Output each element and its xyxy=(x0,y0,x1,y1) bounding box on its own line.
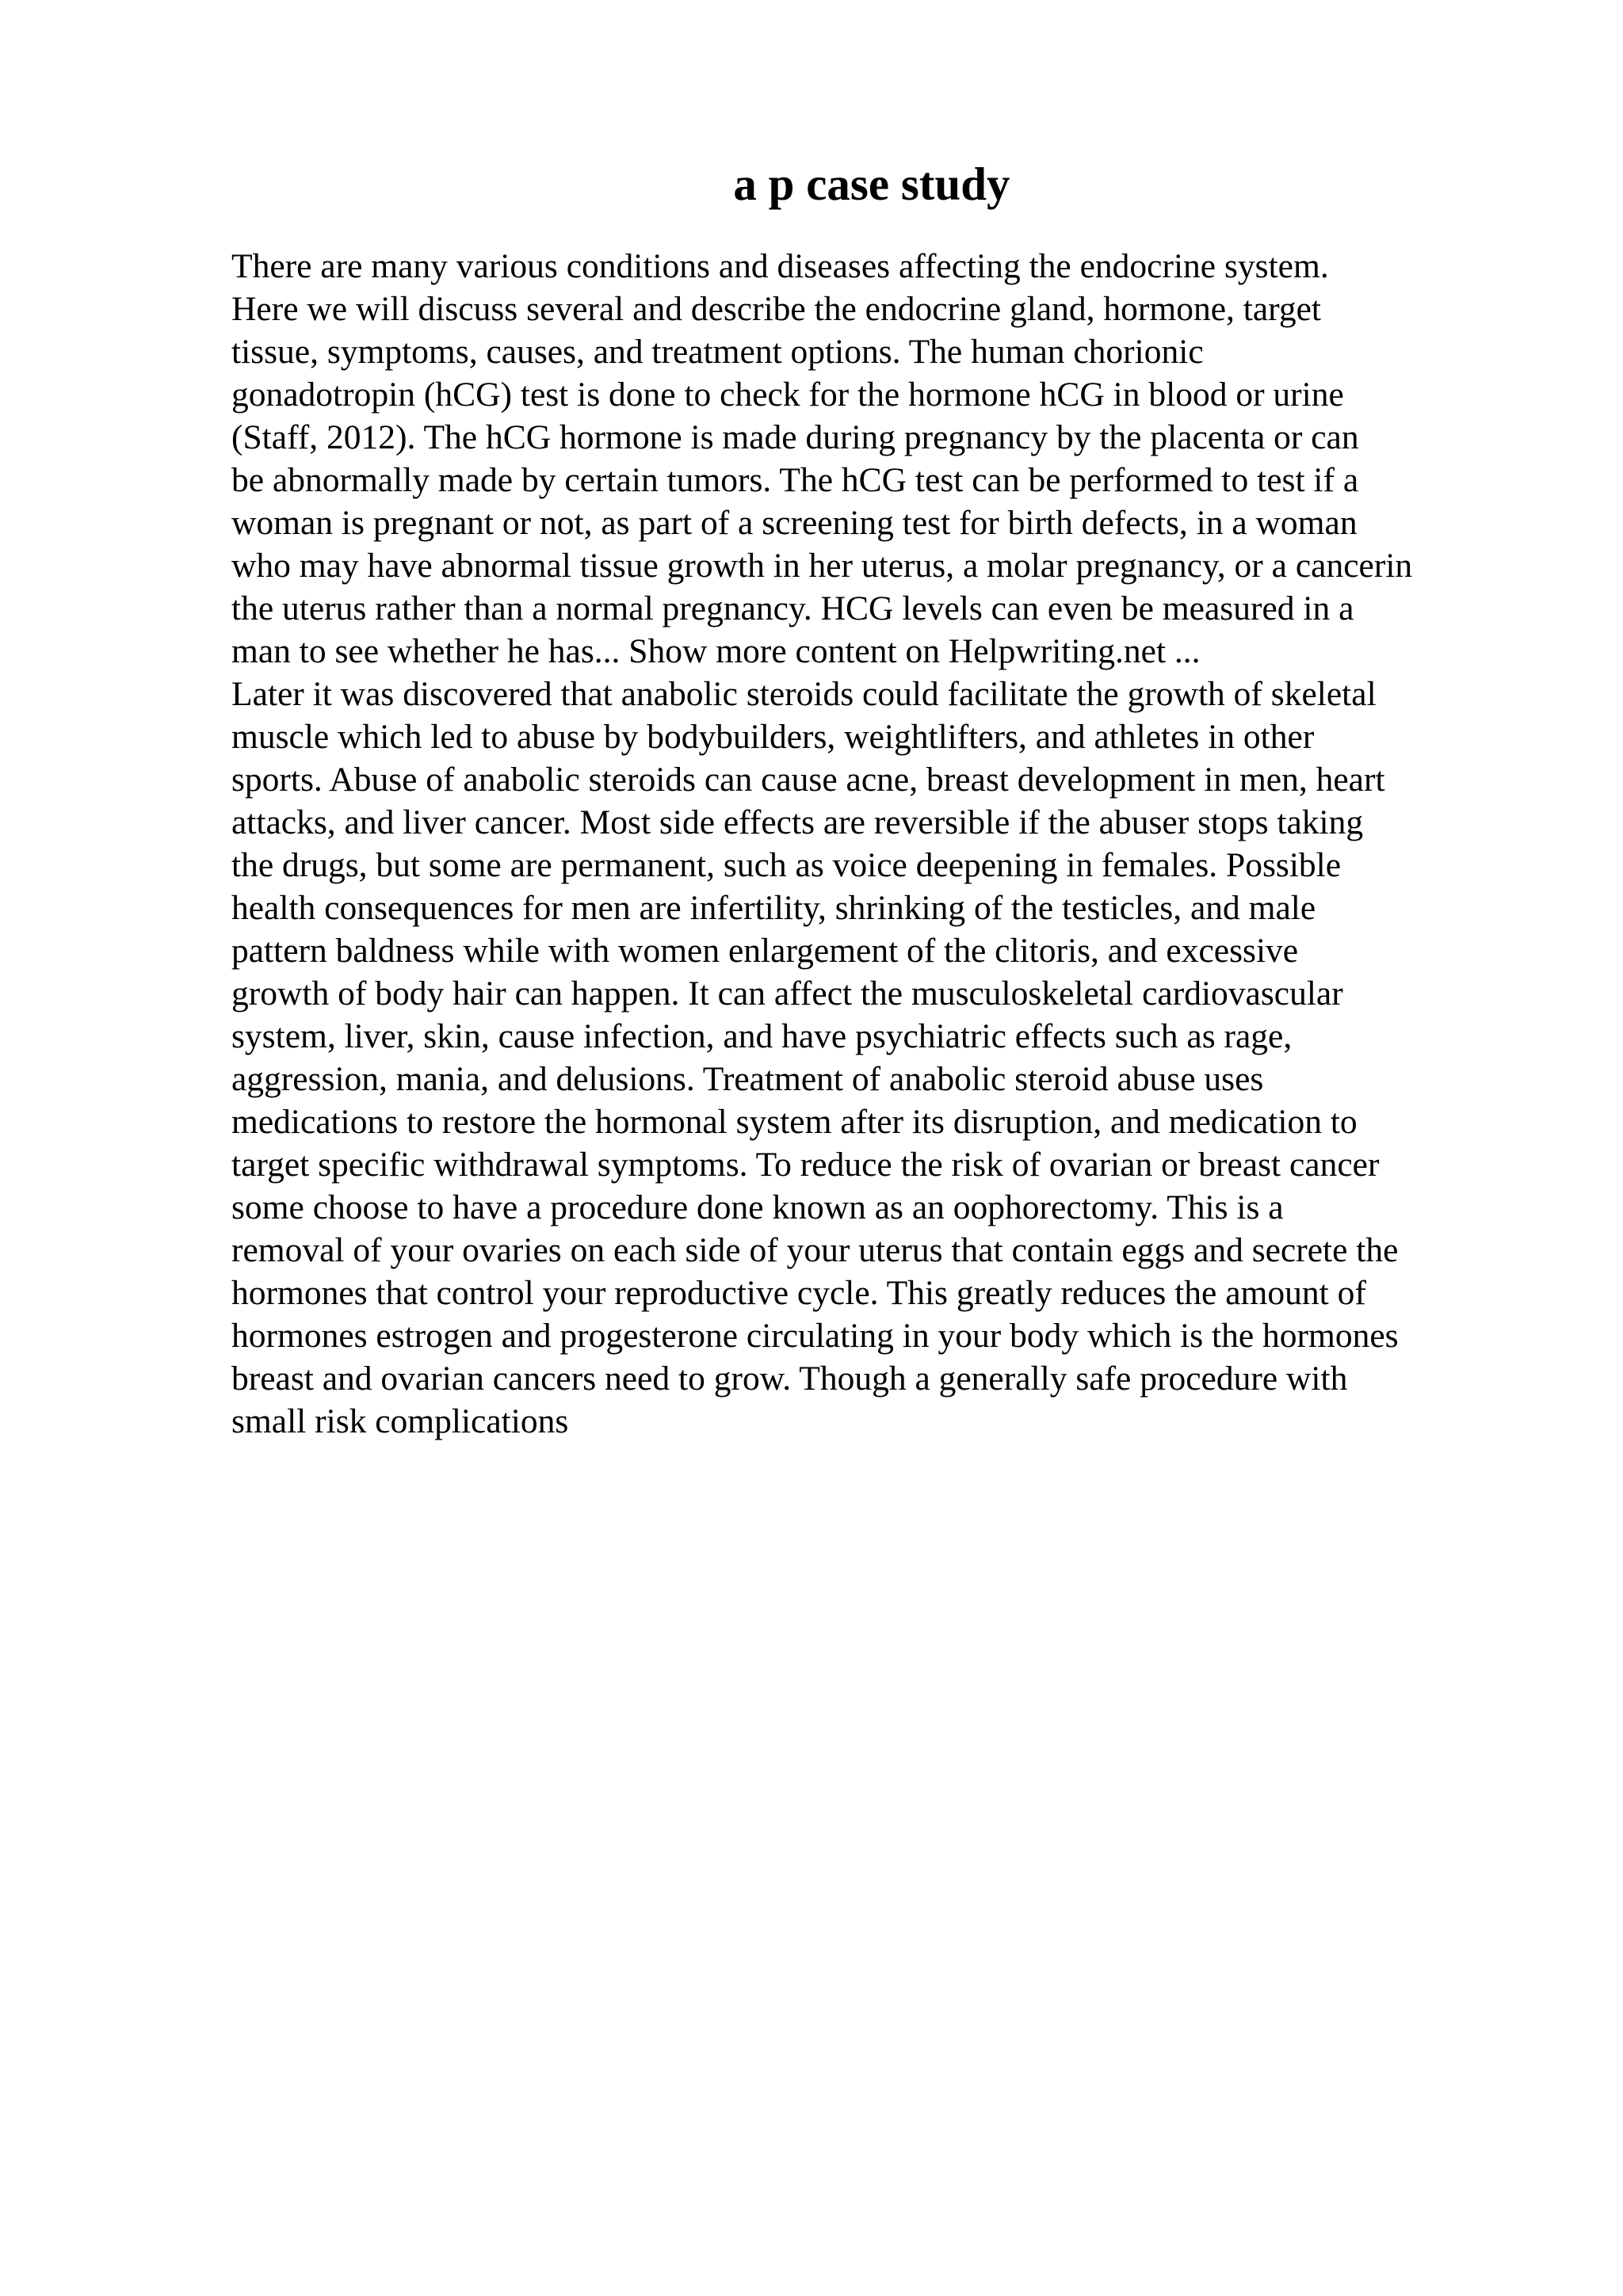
text-line: woman is pregnant or not, as part of a screening test for birth defects, in a woman xyxy=(231,504,1358,542)
text-line: Later it was discovered that anabolic steroids could facilitate the growth of skeletal xyxy=(231,675,1377,713)
document-body xyxy=(231,245,1547,1443)
text-line: hormones that control your reproductive cycle. This greatly reduces the amount of xyxy=(231,1274,1366,1312)
page-title: a p case study xyxy=(733,158,1010,210)
text-line: target specific withdrawal symptoms. To reduce the risk of ovarian or breast cancer xyxy=(231,1146,1380,1184)
paragraph-anabolic-steroids xyxy=(231,673,1547,1443)
text-line: who may have abnormal tissue growth in her uterus, a molar pregnancy, or a cancerin xyxy=(231,547,1413,585)
text-line: small risk complications xyxy=(231,1402,569,1440)
text-line: be abnormally made by certain tumors. The hCG test can be performed to test if a xyxy=(231,461,1359,499)
text-line: There are many various conditions and diseases affecting the endocrine system. xyxy=(231,247,1329,285)
paragraph-hcg-test xyxy=(231,245,1547,673)
text-line: muscle which led to abuse by bodybuilders, weightlifters, and athletes in other xyxy=(231,718,1315,756)
text-line: pattern baldness while with women enlargement of the clitoris, and excessive xyxy=(231,932,1299,970)
text-line: hormones estrogen and progesterone circulating in your body which is the hormones xyxy=(231,1317,1399,1355)
text-line: the drugs, but some are permanent, such as voice deepening in females. Possible xyxy=(231,846,1342,884)
text-line: removal of your ovaries on each side of your uterus that contain eggs and secrete the xyxy=(231,1231,1399,1269)
text-line: gonadotropin (hCG) test is done to check for the hormone hCG in blood or urine xyxy=(231,376,1344,414)
text-line: breast and ovarian cancers need to grow. Though a generally safe procedure with xyxy=(231,1360,1348,1398)
text-line: some choose to have a procedure done known as an oophorectomy. This is a xyxy=(231,1188,1284,1226)
text-line: tissue, symptoms, causes, and treatment options. The human chorionic xyxy=(231,333,1204,371)
text-line: sports. Abuse of anabolic steroids can cause acne, breast development in men, heart xyxy=(231,761,1385,799)
text-line: health consequences for men are infertility, shrinking of the testicles, and male xyxy=(231,889,1316,927)
text-line: the uterus rather than a normal pregnancy. HCG levels can even be measured in a xyxy=(231,589,1354,627)
text-line: medications to restore the hormonal system after its disruption, and medication to xyxy=(231,1103,1358,1141)
text-line: system, liver, skin, cause infection, and have psychiatric effects such as rage, xyxy=(231,1017,1293,1055)
text-line: aggression, mania, and delusions. Treatment of anabolic steroid abuse uses xyxy=(231,1060,1264,1098)
text-line: attacks, and liver cancer. Most side effects are reversible if the abuser stops taking xyxy=(231,803,1364,841)
text-line: Here we will discuss several and describe the endocrine gland, hormone, target xyxy=(231,290,1322,328)
text-line: growth of body hair can happen. It can affect the musculoskeletal cardiovascular xyxy=(231,974,1343,1013)
text-line: man to see whether he has... Show more content on Helpwriting.net ... xyxy=(231,632,1201,670)
text-line: (Staff, 2012). The hCG hormone is made during pregnancy by the placenta or can xyxy=(231,418,1359,456)
